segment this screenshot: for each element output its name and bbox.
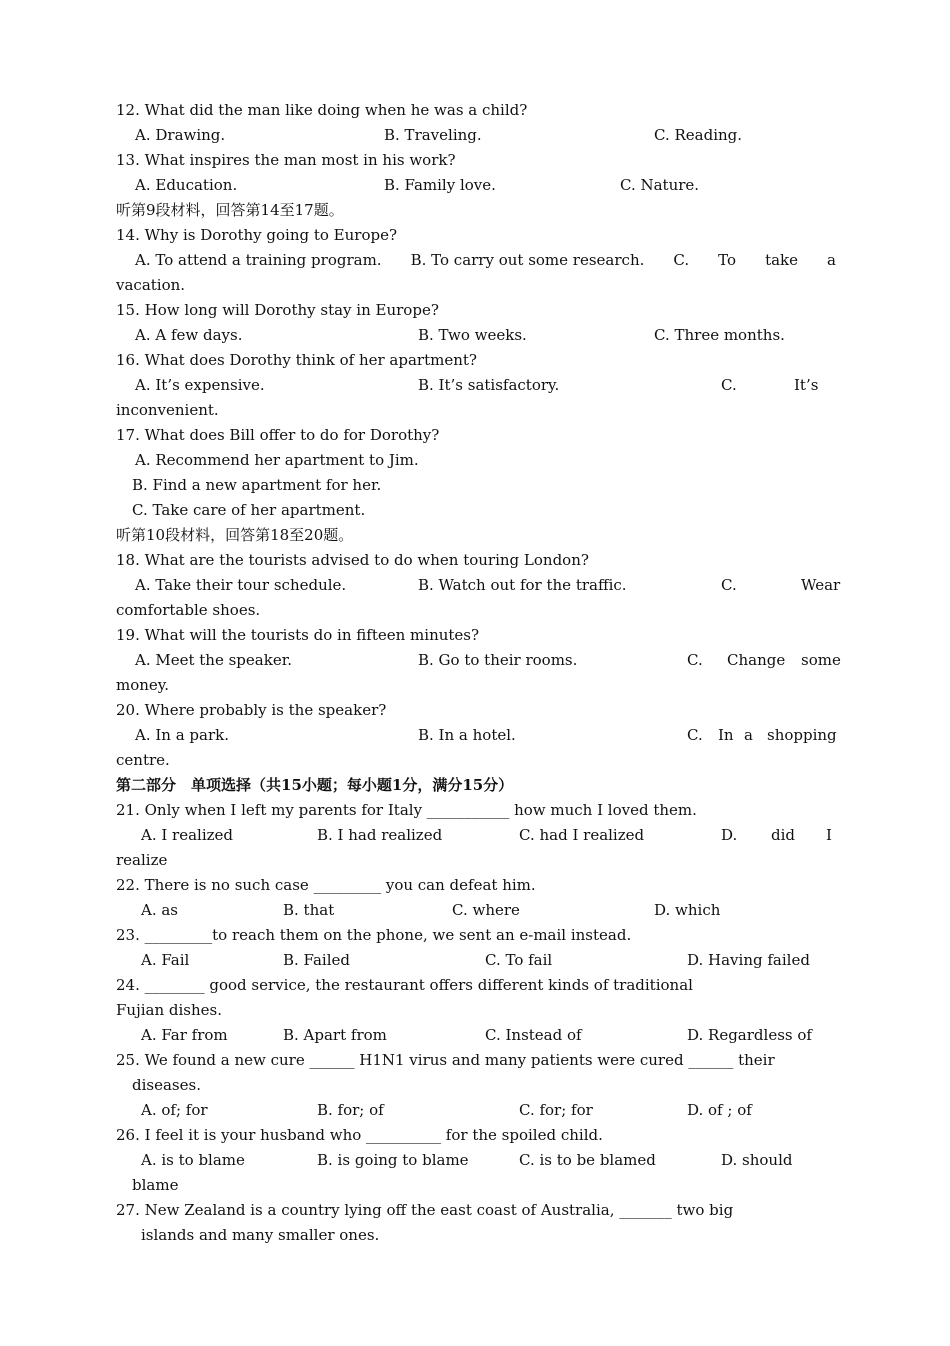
q14-option-c-word1: C. — [673, 251, 690, 269]
q20-continuation: centre. — [116, 751, 170, 769]
q22-option-d: D. which — [654, 901, 721, 919]
q21-option-d-word2: I — [826, 826, 832, 844]
q17-option-b: B. Find a new apartment for her. — [132, 476, 382, 494]
q26-option-c: C. is to be blamed — [519, 1151, 656, 1169]
q16-option-c-word: It’s — [794, 376, 819, 394]
part-2-heading: 第二部分 单项选择（共15小题；每小题1分，满分15分） — [116, 776, 514, 794]
q24-continuation: Fujian dishes. — [116, 1001, 222, 1019]
q26-continuation: blame — [132, 1176, 179, 1194]
q25-option-c: C. for; for — [519, 1101, 593, 1119]
q13-stem: 13. What inspires the man most in his work? — [116, 151, 456, 169]
q26-option-b: B. is going to blame — [317, 1151, 469, 1169]
q24-option-d: D. Regardless of — [687, 1026, 812, 1044]
q21-continuation: realize — [116, 851, 168, 869]
q19-options — [116, 648, 841, 673]
q21-option-a: A. I realized — [141, 826, 234, 844]
q12-options — [116, 123, 836, 148]
q23-options — [116, 948, 836, 973]
q12-option-a: A. Drawing. — [135, 126, 226, 144]
q18-stem: 18. What are the tourists advised to do when touring London? — [116, 551, 589, 569]
q19-option-c-word1: Change — [727, 651, 786, 669]
q18-option-c-label: C. — [721, 576, 737, 594]
q22-option-a: A. as — [141, 901, 179, 919]
q23-stem: 23. _________to reach them on the phone, we sent an e-mail instead. — [116, 926, 632, 944]
q22-option-c: C. where — [452, 901, 520, 919]
q16-options — [116, 373, 836, 398]
q17-option-c: C. Take care of her apartment. — [132, 501, 366, 519]
q19-continuation: money. — [116, 676, 170, 694]
q23-option-b: B. Failed — [283, 951, 350, 969]
q18-option-b: B. Watch out for the traffic. — [418, 576, 627, 594]
q20-option-c-word1: In — [718, 726, 734, 744]
q25-continuation: diseases. — [132, 1076, 201, 1094]
q21-options — [116, 823, 836, 848]
q22-stem: 22. There is no such case _________ you can defeat him. — [116, 876, 536, 894]
q23-option-c: C. To fail — [485, 951, 553, 969]
q16-option-b: B. It’s satisfactory. — [418, 376, 560, 394]
q25-option-b: B. for; of — [317, 1101, 384, 1119]
q16-option-c-label: C. — [721, 376, 737, 394]
q20-option-a: A. In a park. — [135, 726, 230, 744]
q25-option-d: D. of ; of — [687, 1101, 752, 1119]
q21-stem: 21. Only when I left my parents for Italy ___________ how much I loved them. — [116, 801, 697, 819]
q20-option-c-word2: a — [744, 726, 753, 744]
q14-option-b: B. To carry out some research. — [410, 251, 645, 269]
q14-option-c-word4: a — [827, 251, 836, 269]
q21-option-b: B. I had realized — [317, 826, 443, 844]
q19-option-b: B. Go to their rooms. — [418, 651, 578, 669]
q26-option-a: A. is to blame — [141, 1151, 245, 1169]
q16-continuation: inconvenient. — [116, 401, 219, 419]
q13-options — [116, 173, 836, 198]
section-10-instruction: 听第10段材料，回答第18至20题。 — [116, 526, 354, 544]
q13-option-a: A. Education. — [135, 176, 238, 194]
q27-continuation: islands and many smaller ones. — [141, 1226, 380, 1244]
q14-option-a: A. To attend a training program. — [135, 251, 382, 269]
q12-stem: 12. What did the man like doing when he was a child? — [116, 101, 528, 119]
q24-options — [116, 1023, 836, 1048]
exam-page — [116, 98, 841, 1248]
q26-option-d: D. should — [721, 1151, 793, 1169]
q20-option-b: B. In a hotel. — [418, 726, 516, 744]
q25-option-a: A. of; for — [141, 1101, 208, 1119]
q12-option-c: C. Reading. — [654, 126, 743, 144]
q25-options — [116, 1098, 836, 1123]
section-9-instruction: 听第9段材料，回答第14至17题。 — [116, 201, 344, 219]
q19-option-c-label: C. — [687, 651, 703, 669]
q20-option-c-word3: shopping — [767, 726, 837, 744]
q22-options — [116, 898, 836, 923]
q18-continuation: comfortable shoes. — [116, 601, 261, 619]
q26-options — [116, 1148, 836, 1173]
q21-option-d-label: D. — [721, 826, 738, 844]
q12-option-b: B. Traveling. — [384, 126, 482, 144]
q15-option-a: A. A few days. — [135, 326, 243, 344]
q24-option-a: A. Far from — [141, 1026, 228, 1044]
q19-option-c-word2: some — [801, 651, 841, 669]
q15-options — [116, 323, 836, 348]
q24-option-b: B. Apart from — [283, 1026, 387, 1044]
q24-stem: 24. ________ good service, the restaurant offers different kinds of traditional — [116, 976, 693, 994]
q24-option-c: C. Instead of — [485, 1026, 582, 1044]
q19-stem: 19. What will the tourists do in fifteen minutes? — [116, 626, 480, 644]
q14-option-c-word2: To — [718, 251, 737, 269]
q20-stem: 20. Where probably is the speaker? — [116, 701, 387, 719]
q13-option-b: B. Family love. — [384, 176, 496, 194]
q18-option-c-word: Wear — [801, 576, 841, 594]
q14-options — [116, 248, 836, 273]
q13-option-c: C. Nature. — [620, 176, 700, 194]
q18-options — [116, 573, 841, 598]
q19-option-a: A. Meet the speaker. — [135, 651, 292, 669]
q18-option-a: A. Take their tour schedule. — [135, 576, 347, 594]
q20-option-c-label: C. — [687, 726, 703, 744]
q25-stem: 25. We found a new cure ______ H1N1 virus and many patients were cured ______ their — [116, 1051, 775, 1069]
q22-option-b: B. that — [283, 901, 335, 919]
q15-option-b: B. Two weeks. — [418, 326, 527, 344]
q14-option-c-word3: take — [765, 251, 798, 269]
q17-option-a: A. Recommend her apartment to Jim. — [135, 451, 419, 469]
q21-option-c: C. had I realized — [519, 826, 645, 844]
q14-continuation: vacation. — [116, 276, 186, 294]
q20-options — [116, 723, 836, 748]
q21-option-d-word1: did — [771, 826, 796, 844]
q23-option-a: A. Fail — [141, 951, 190, 969]
q17-stem: 17. What does Bill offer to do for Dorothy? — [116, 426, 440, 444]
q16-stem: 16. What does Dorothy think of her apartment? — [116, 351, 477, 369]
q15-stem: 15. How long will Dorothy stay in Europe? — [116, 301, 439, 319]
q15-option-c: C. Three months. — [654, 326, 785, 344]
q16-option-a: A. It’s expensive. — [135, 376, 265, 394]
q14-stem: 14. Why is Dorothy going to Europe? — [116, 226, 398, 244]
q23-option-d: D. Having failed — [687, 951, 810, 969]
q27-stem: 27. New Zealand is a country lying off the east coast of Australia, _______ two big — [116, 1201, 734, 1219]
q26-stem: 26. I feel it is your husband who __________ for the spoiled child. — [116, 1126, 603, 1144]
